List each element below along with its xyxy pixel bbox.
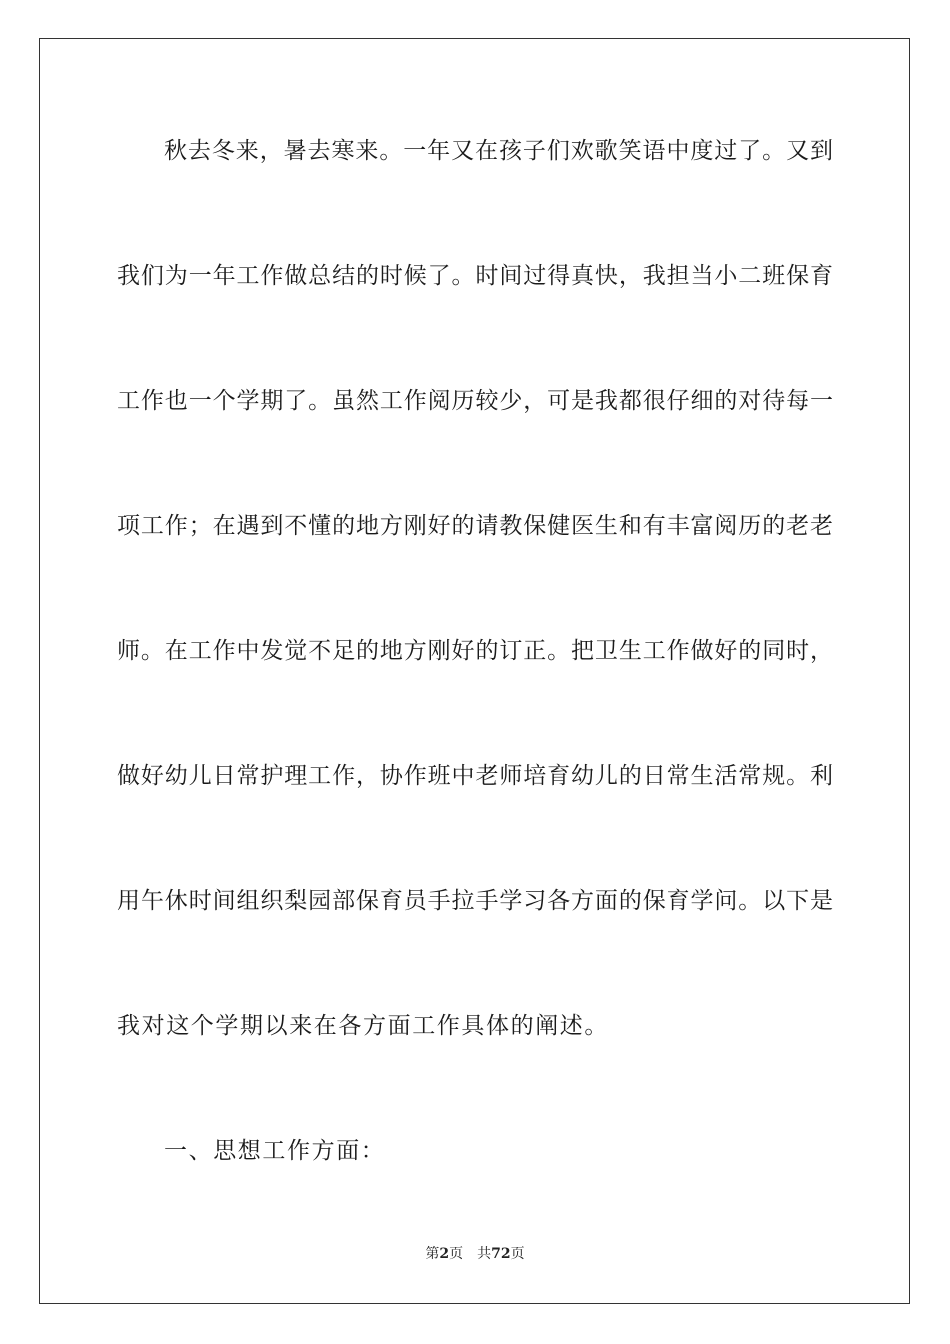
- total-suffix: 页: [510, 1246, 525, 1262]
- section-heading: 一、思想工作方面：: [164, 1138, 386, 1164]
- paragraph-line-7: 用午休时间组织梨园部保育员手拉手学习各方面的保育学问。以下是: [117, 888, 833, 914]
- paragraph-line-4: 项工作；在遇到不懂的地方刚好的请教保健医生和有丰富阅历的老老: [117, 513, 833, 539]
- page-footer: [0, 1245, 950, 1263]
- paragraph-line-3: 工作也一个学期了。虽然工作阅历较少，可是我都很仔细的对待每一: [117, 388, 833, 414]
- paragraph-line-8: 我对这个学期以来在各方面工作具体的阐述。: [117, 1013, 609, 1039]
- page-border: [39, 38, 910, 1304]
- paragraph-line-1: 秋去冬来，暑去寒来。一年又在孩子们欢歌笑语中度过了。又到: [164, 138, 833, 164]
- page-prefix: 第: [425, 1246, 440, 1262]
- page-number: 2: [439, 1246, 450, 1262]
- page-suffix: 页: [449, 1246, 464, 1262]
- paragraph-line-2: 我们为一年工作做总结的时候了。时间过得真快，我担当小二班保育: [117, 263, 833, 289]
- total-prefix: 共: [477, 1246, 492, 1262]
- total-pages: 72: [491, 1246, 511, 1262]
- paragraph-line-5: 师。在工作中发觉不足的地方刚好的订正。把卫生工作做好的同时，: [117, 638, 833, 664]
- paragraph-line-6: 做好幼儿日常护理工作，协作班中老师培育幼儿的日常生活常规。利: [117, 763, 833, 789]
